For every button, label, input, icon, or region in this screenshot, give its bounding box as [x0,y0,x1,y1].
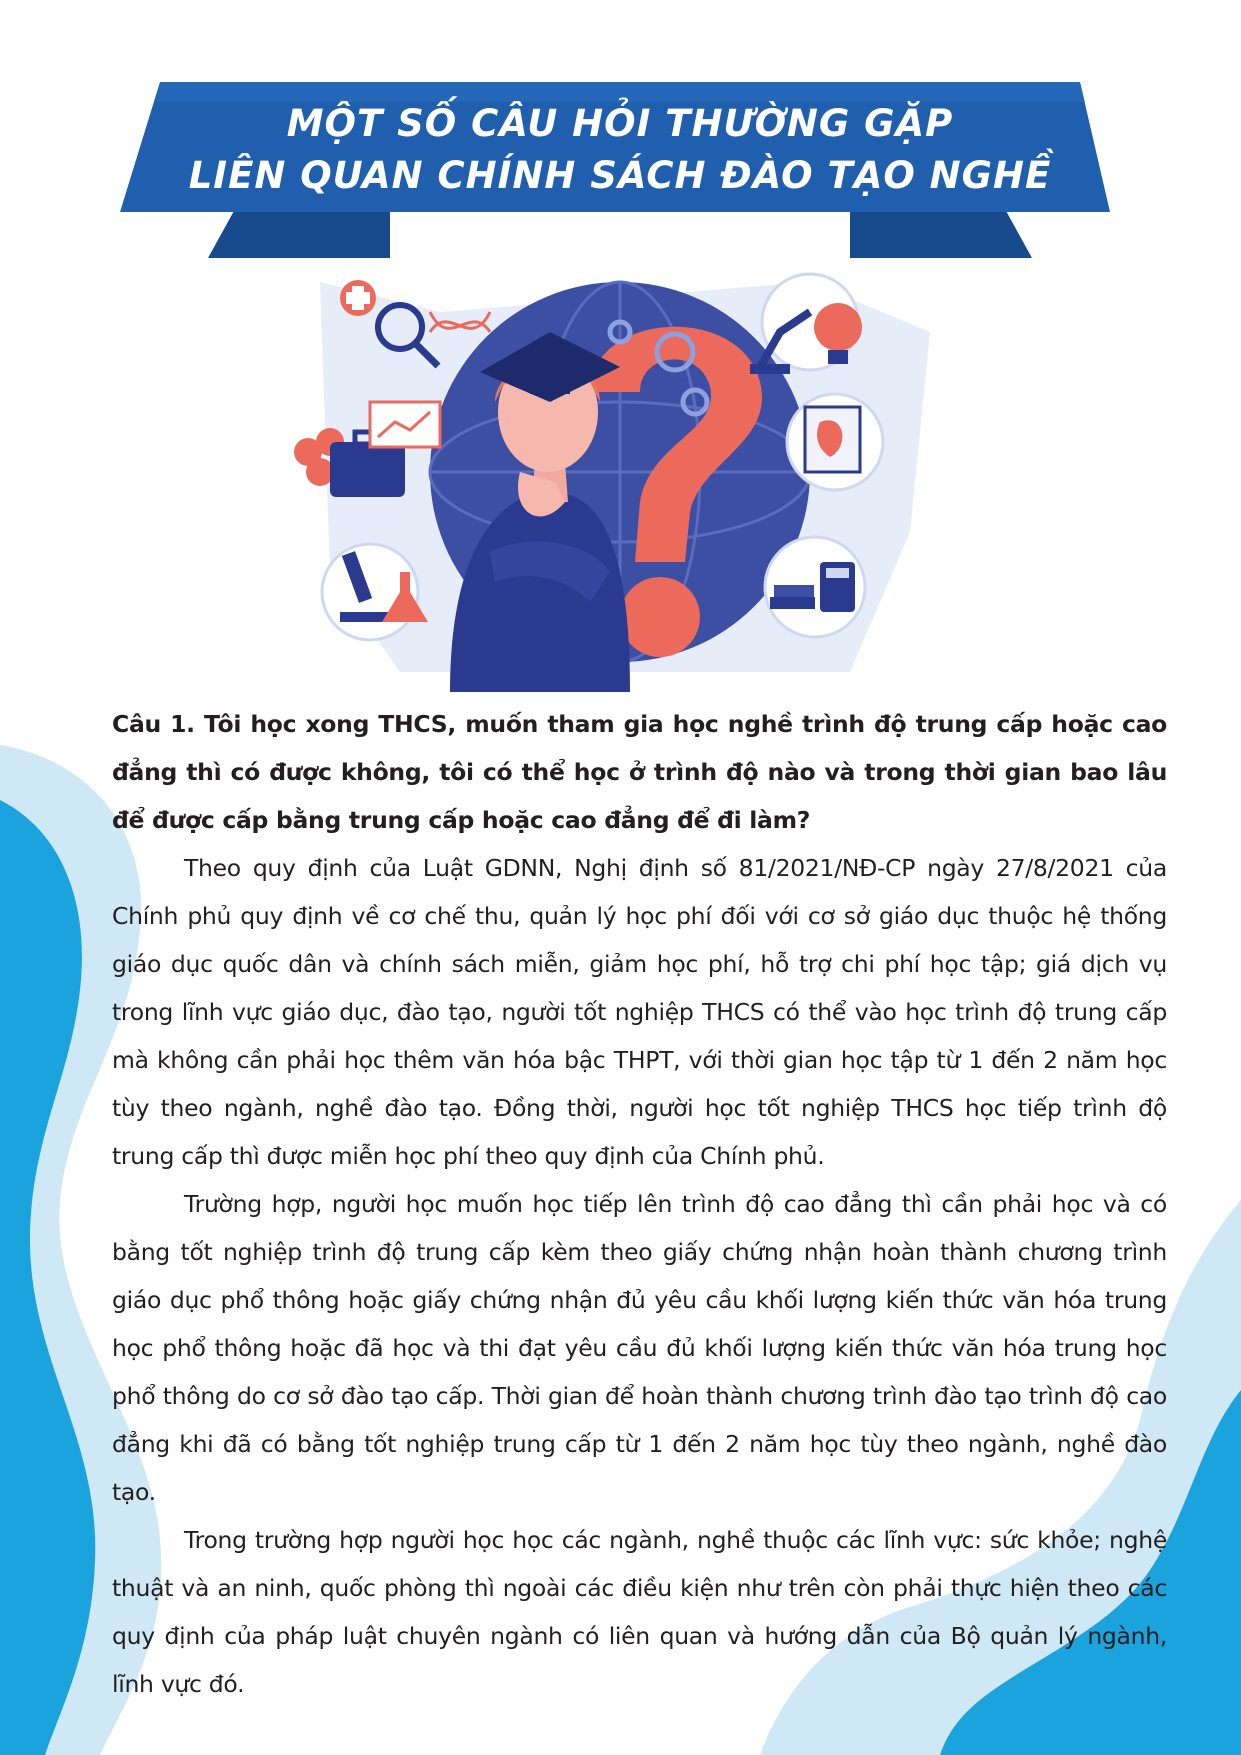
title-banner [120,80,1120,260]
faq-illustration [290,272,950,692]
answer-paragraph-2: Trường hợp, người học muốn học tiếp lên trình độ cao đẳng thì cần phải học và có bằng tốt nghiệp trình độ trung cấp kèm theo giấy chứng nhận hoàn thành chương trình giáo dục phổ thông hoặc giấy chứng nhận đủ yêu cầu khối lượng kiến thức văn hóa trung học phổ thông hoặc đã học và thi đạt yêu cầu đủ khối lượng kiến thức văn hóa trung học phổ thông do cơ sở đào tạo cấp. Thời gian để hoàn thành chương trình đào tạo trình độ cao đẳng khi đã có bằng tốt nghiệp trung cấp từ 1 đến 2 năm học tùy theo ngành, nghề đào tạo. [112,1190,1167,1506]
art-easel-icon [787,394,883,490]
title-line-2: LIÊN QUAN CHÍNH SÁCH ĐÀO TẠO NGHỀ [188,154,1052,197]
medical-cross-icon [340,280,376,316]
question-heading: Câu 1. Tôi học xong THCS, muốn tham gia học nghề trình độ trung cấp hoặc cao đẳng thì có được không, tôi có thể học ở trình độ nào và trong thời gian bao lâu để được cấp bằng trung cấp hoặc cao đẳng để đi làm? [112,710,1167,834]
faq-content [112,700,1167,1708]
answer-paragraph-1: Theo quy định của Luật GDNN, Nghị định số 81/2021/NĐ-CP ngày 27/8/2021 của Chính phủ quy định về cơ chế thu, quản lý học phí đối với cơ sở giáo dục thuộc hệ thống giáo dục quốc dân và chính sách miễn, giảm học phí, hỗ trợ chi phí học tập; giá dịch vụ trong lĩnh vực giáo dục, đào tạo, người tốt nghiệp THCS có thể vào học trình độ trung cấp mà không cần phải học thêm văn hóa bậc THPT, với thời gian học tập từ 1 đến 2 năm học tùy theo ngành, nghề đào tạo. Đồng thời, người học tốt nghiệp THCS học tiếp trình độ trung cấp thì được miễn học phí theo quy định của Chính phủ. [112,854,1167,1170]
title-line-1: MỘT SỐ CÂU HỎI THƯỜNG GẶP [286,102,954,145]
answer-paragraph-3: Trong trường hợp người học học các ngành, nghề thuộc các lĩnh vực: sức khỏe; nghệ thuật và an ninh, quốc phòng thì ngoài các điều kiện như trên còn phải thực hiện theo các quy định của pháp luật chuyên ngành có liên quan và hướng dẫn của Bộ quản lý ngành, lĩnh vực đó. [112,1526,1167,1698]
chart-board-icon [370,402,440,447]
calculator-icon [765,537,865,637]
page-title [180,98,1060,202]
